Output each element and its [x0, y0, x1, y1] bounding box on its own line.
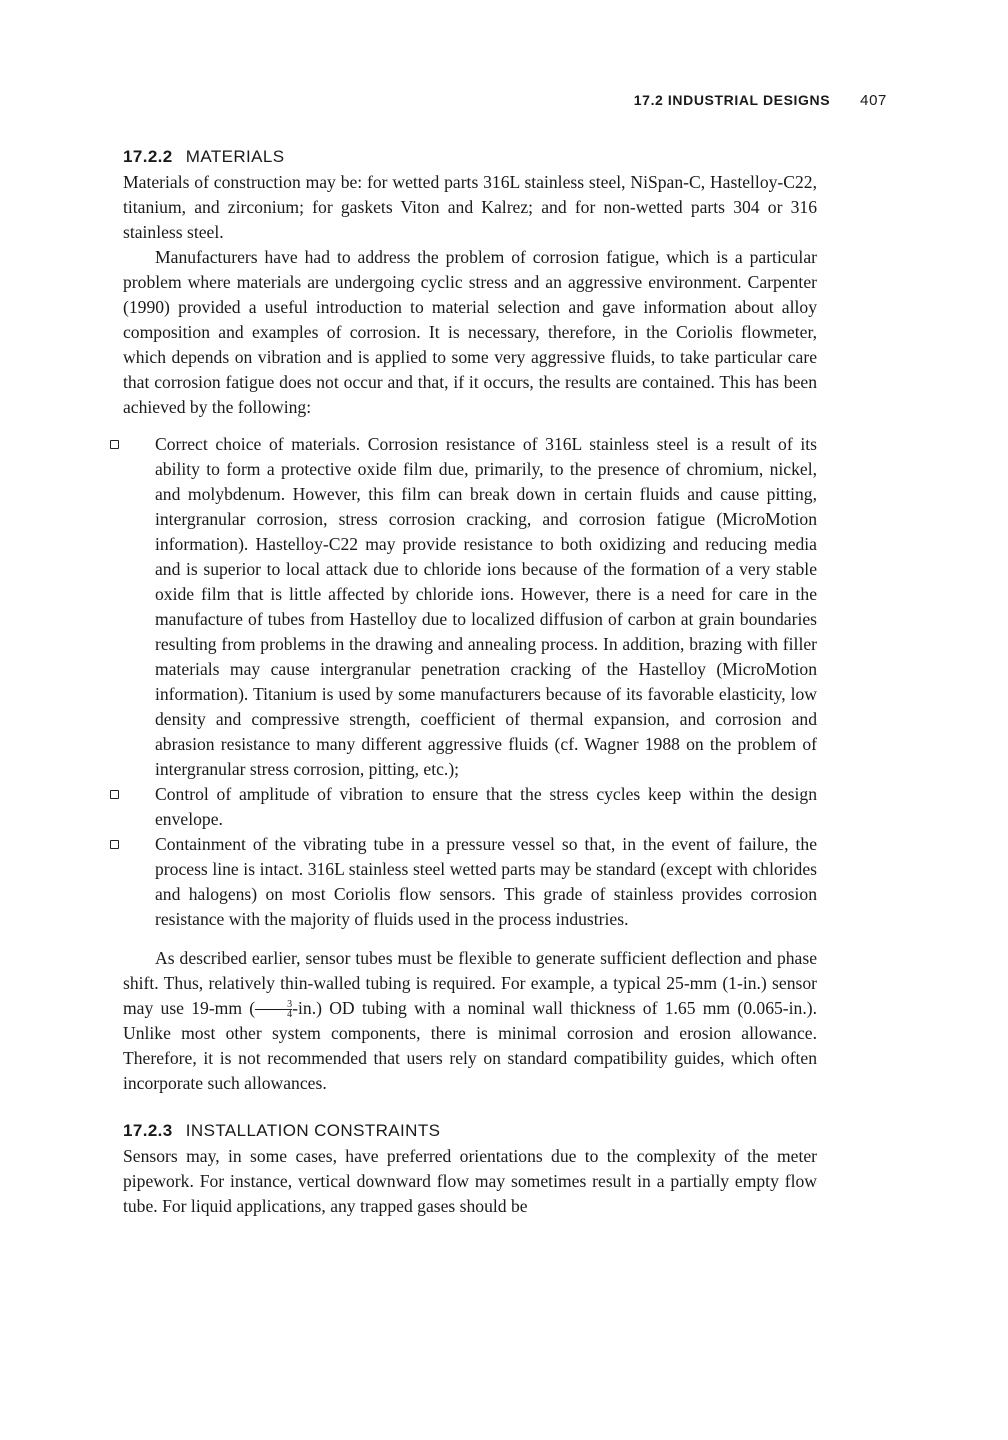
running-head: [634, 92, 887, 114]
paragraph-installation: Sensors may, in some cases, have preferred orientations due to the complexity of the meter pipework. For instance, vertical downward flow may sometimes result in a partially empty flow tube. For liquid applications, any trapped gases should be: [123, 1146, 817, 1216]
list-item-text: Containment of the vibrating tube in a pressure vessel so that, in the event of failure, the process line is intact. 316L stainless steel wetted parts may be standard (except with chlorides and halogens) on most Coriolis flow sensors. This grade of stainless provides corrosion resistance with the majority of fluids used in the process industries.: [155, 834, 817, 929]
paragraph-sensor-tubes: [123, 946, 817, 1096]
fraction-numerator: 3: [287, 999, 293, 1011]
section-number: 17.2.2: [123, 147, 173, 166]
checkbox-bullet-icon: [110, 790, 119, 799]
list-item: [123, 432, 817, 782]
fraction-three-quarters: [255, 1000, 292, 1019]
section-heading-installation: [123, 1118, 817, 1144]
list-item-text: Control of amplitude of vibration to ensure that the stress cycles keep within the design envelope.: [155, 784, 817, 829]
sensor-tubes-text-start: As described earlier, sensor tubes must be flexible to generate sufficient deflection and phase shift. Thus, relatively thin-walled tubing is required. For example, a typical 25-mm (1-in.) sensor may use 19-mm (: [123, 948, 817, 1018]
sensor-tubes-text-end: -in.) OD tubing with a nominal wall thickness of 1.65 mm (0.065-in.). Unlike most other system components, there is minimal corrosion and erosion allowance. Therefore, it is not recommended that users rely on standard compatibility guides, which often incorporate such allowances.: [123, 998, 817, 1093]
running-head-title: 17.2 INDUSTRIAL DESIGNS: [633, 92, 831, 108]
list-item-text: Correct choice of materials. Corrosion resistance of 316L stainless steel is a result of its ability to form a protective oxide film due, primarily, to the presence of chromium, nickel, and molybdenum. However, this film can break down in certain fluids and cause pitting, intergranular corrosion, stress corrosion cracking, and corrosion fatigue (MicroMotion information). Hastelloy-C22 may provide resistance to both oxidizing and reducing media and is superior to local attack due to chloride ions because of the formation of a very stable oxide film that is little affected by chloride ions. However, there is a need for care in the manufacture of tubes from Hastelloy due to localized diffusion of carbon at grain boundaries resulting from problems in the drawing and annealing process. In addition, brazing with filler materials may cause intergranular penetration cracking of the Hastelloy (MicroMotion information). Titanium is used by some manufacturers because of its favorable elasticity, low density and compressive strength, coefficient of thermal expansion, and corrosion and abrasion resistance to many different aggressive fluids (cf. Wagner 1988 on the problem of intergranular stress corrosion, pitting, etc.);: [155, 434, 817, 779]
checkbox-bullet-icon: [110, 840, 119, 849]
book-page: [123, 92, 887, 1219]
section-heading-materials: [123, 144, 817, 170]
page-number: 407: [860, 92, 887, 109]
checkbox-bullet-icon: [110, 440, 119, 449]
fraction-denominator: 4: [255, 1009, 292, 1019]
list-item: [123, 782, 817, 832]
section-number: 17.2.3: [123, 1121, 173, 1140]
section-title: INSTALLATION CONSTRAINTS: [185, 1121, 441, 1140]
paragraph-corrosion-fatigue: Manufacturers have had to address the problem of corrosion fatigue, which is a particular problem where materials are undergoing cyclic stress and an aggressive environment. Carpenter (1990) provided a useful introduction to material selection and gave information about alloy composition and examples of corrosion. It is necessary, therefore, in the Coriolis flowmeter, which depends on vibration and is applied to some very aggressive fluids, to take particular care that corrosion fatigue does not occur and that, if it occurs, the results are contained. This has been achieved by the following:: [123, 247, 817, 417]
paragraph-materials-list: Materials of construction may be: for wetted parts 316L stainless steel, NiSpan-C, Hastelloy-C22, titanium, and zirconium; for gaskets Viton and Kalrez; and for non-wetted parts 304 or 316 stainless steel.: [123, 172, 817, 242]
bullet-list: [123, 432, 817, 932]
section-title: MATERIALS: [185, 147, 285, 166]
list-item: [123, 832, 817, 932]
